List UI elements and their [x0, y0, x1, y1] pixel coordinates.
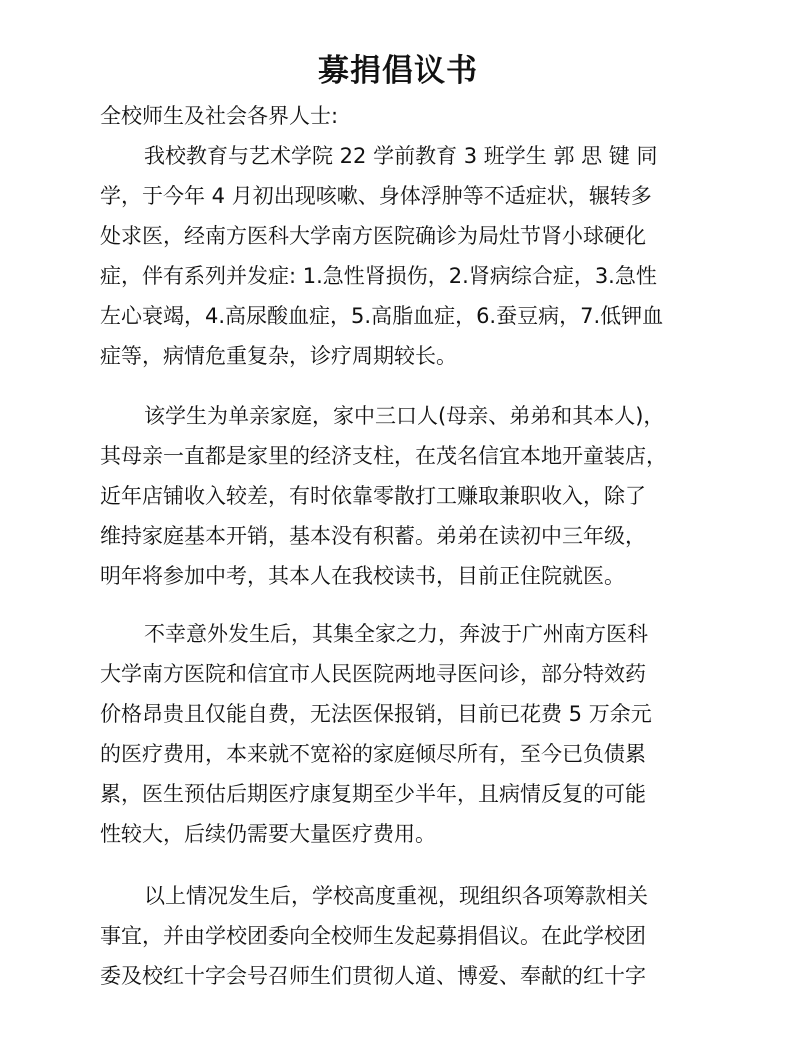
text-line: 性较大，后续仍需要大量医疗费用。 — [100, 822, 436, 846]
paragraph-2 — [100, 396, 700, 596]
text-line: 症等，病情危重复杂，诊疗周期较长。 — [100, 344, 457, 368]
text-line: 明年将参加中考，其本人在我校读书，目前正住院就医。 — [100, 564, 625, 588]
greeting-line: 全校师生及社会各界人士: — [100, 104, 339, 128]
text-line: 症，伴有系列并发症: 1.急性肾损伤，2.肾病综合症，3.急性 — [100, 264, 657, 288]
paragraph-3 — [100, 614, 700, 854]
text-line: 委及校红十字会号召师生们贯彻人道、博爱、奉献的红十字 — [100, 964, 646, 988]
text-line: 大学南方医院和信宜市人民医院两地寻医问诊，部分特效药 — [100, 662, 646, 686]
text-line: 近年店铺收入较差，有时依靠零散打工赚取兼职收入，除了 — [100, 484, 646, 508]
text-line: 处求医，经南方医科大学南方医院确诊为局灶节肾小球硬化 — [100, 224, 646, 248]
text-line: 其母亲一直都是家里的经济支柱，在茂名信宜本地开童装店， — [100, 444, 667, 468]
text-line: 以上情况发生后，学校高度重视，现组织各项筹款相关 — [144, 884, 648, 908]
text-line: 左心衰竭，4.高尿酸血症，5.高脂血症，6.蚕豆病，7.低钾血 — [100, 304, 664, 328]
text-line: 不幸意外发生后，其集全家之力，奔波于广州南方医科 — [144, 622, 648, 646]
text-line: 价格昂贵且仅能自费，无法医保报销，目前已花费 5 万余元 — [100, 702, 652, 726]
text-line: 维持家庭基本开销，基本没有积蓄。弟弟在读初中三年级， — [100, 524, 646, 548]
paragraph-4 — [100, 876, 700, 996]
text-line: 累，医生预估后期医疗康复期至少半年，且病情反复的可能 — [100, 782, 646, 806]
text-line: 该学生为单亲家庭，家中三口人(母亲、弟弟和其本人)， — [144, 404, 665, 428]
document-title: 募捐倡议书 — [318, 53, 478, 89]
text-line: 我校教育与艺术学院 22 学前教育 3 班学生 郭 思 键 同 — [144, 144, 658, 168]
text-line: 事宜，并由学校团委向全校师生发起募捐倡议。在此学校团 — [100, 924, 646, 948]
text-line: 的医疗费用，本来就不宽裕的家庭倾尽所有，至今已负债累 — [100, 742, 646, 766]
paragraph-1 — [100, 136, 700, 376]
text-line: 学，于今年 4 月初出现咳嗽、身体浮肿等不适症状，辗转多 — [100, 184, 652, 208]
